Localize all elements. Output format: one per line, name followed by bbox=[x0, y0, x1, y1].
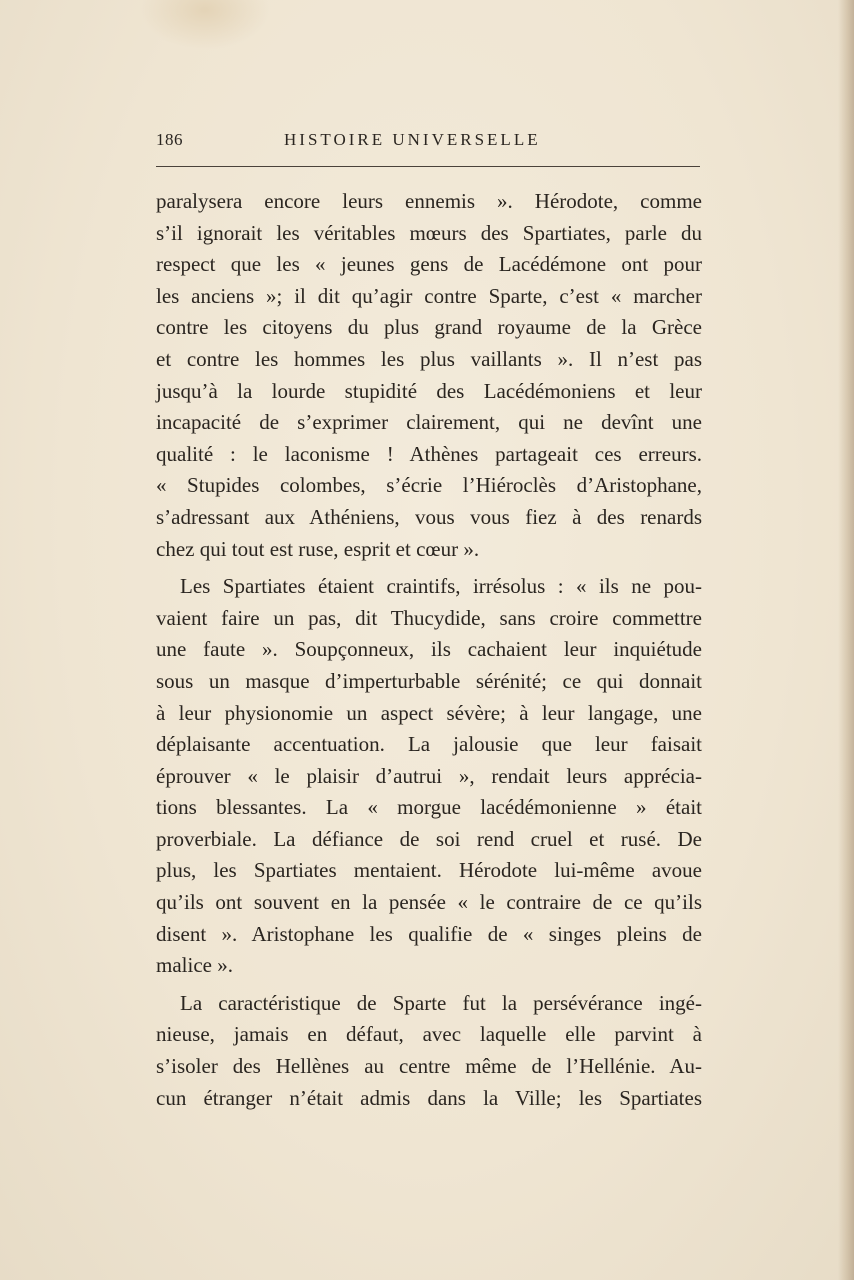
text-line: déplaisante accentuation. La jalousie que leur faisait bbox=[156, 732, 702, 757]
text-line: s’il ignorait les véritables mœurs des Spartiates, parle du bbox=[156, 220, 702, 245]
text-line: vaient faire un pas, dit Thucydide, sans croire commettre bbox=[156, 605, 702, 630]
header-rule bbox=[156, 166, 700, 167]
text-line: les anciens »; il dit qu’agir contre Sparte, c’est « marcher bbox=[156, 283, 702, 308]
text-line: nieuse, jamais en défaut, avec laquelle elle parvint à bbox=[156, 1022, 702, 1047]
text-line: Les Spartiates étaient craintifs, irrésolus : « ils ne pou- bbox=[180, 574, 702, 599]
text-line: contre les citoyens du plus grand royaume de la Grèce bbox=[156, 315, 702, 340]
text-line: proverbiale. La défiance de soi rend cruel et rusé. De bbox=[156, 826, 702, 851]
page-stain bbox=[140, 0, 270, 50]
text-line: et contre les hommes les plus vaillants ». Il n’est pas bbox=[156, 346, 702, 371]
text-line: une faute ». Soupçonneux, ils cachaient leur inquiétude bbox=[156, 637, 702, 662]
text-line: « Stupides colombes, s’écrie l’Hiéroclès d’Aristophane, bbox=[156, 473, 702, 498]
text-line: sous un masque d’imperturbable sérénité; ce qui donnait bbox=[156, 668, 702, 693]
text-line: paralysera encore leurs ennemis ». Hérodote, comme bbox=[156, 189, 702, 213]
page-edge-shadow bbox=[838, 0, 854, 1280]
text-line: à leur physionomie un aspect sévère; à leur langage, une bbox=[156, 700, 702, 725]
text-line: s’isoler des Hellènes au centre même de l’Hellénie. Au- bbox=[156, 1054, 702, 1079]
text-line: La caractéristique de Sparte fut la persévérance ingé- bbox=[180, 990, 702, 1015]
text-line: éprouver « le plaisir d’autrui », rendait leurs apprécia- bbox=[156, 763, 702, 788]
page-header bbox=[156, 130, 700, 158]
body-text bbox=[156, 186, 702, 1114]
text-line: qu’ils ont souvent en la pensée « le contraire de ce qu’ils bbox=[156, 890, 702, 915]
text-line: respect que les « jeunes gens de Lacédémone ont pour bbox=[156, 252, 702, 277]
text-line: s’adressant aux Athéniens, vous vous fiez à des renards bbox=[156, 504, 702, 529]
text-line: jusqu’à la lourde stupidité des Lacédémoniens et leur bbox=[156, 378, 702, 403]
running-title: HISTOIRE UNIVERSELLE bbox=[284, 130, 541, 149]
text-line: tions blessantes. La « morgue lacédémonienne » était bbox=[156, 795, 702, 820]
text-line: plus, les Spartiates mentaient. Hérodote lui-même avoue bbox=[156, 858, 702, 883]
page-number: 186 bbox=[156, 130, 183, 149]
text-line: chez qui tout est ruse, esprit et cœur ». bbox=[156, 536, 480, 561]
text-line: disent ». Aristophane les qualifie de « singes pleins de bbox=[156, 921, 702, 946]
paragraph bbox=[156, 571, 702, 982]
paragraph bbox=[156, 988, 702, 1114]
text-line: qualité : le laconisme ! Athènes partageait ces erreurs. bbox=[156, 441, 702, 466]
text-line: cun étranger n’était admis dans la Ville; les Spartiates bbox=[156, 1085, 702, 1110]
text-line: incapacité de s’exprimer clairement, qui ne devînt une bbox=[156, 410, 702, 435]
text-line: malice ». bbox=[156, 953, 233, 978]
paragraph bbox=[156, 186, 702, 565]
